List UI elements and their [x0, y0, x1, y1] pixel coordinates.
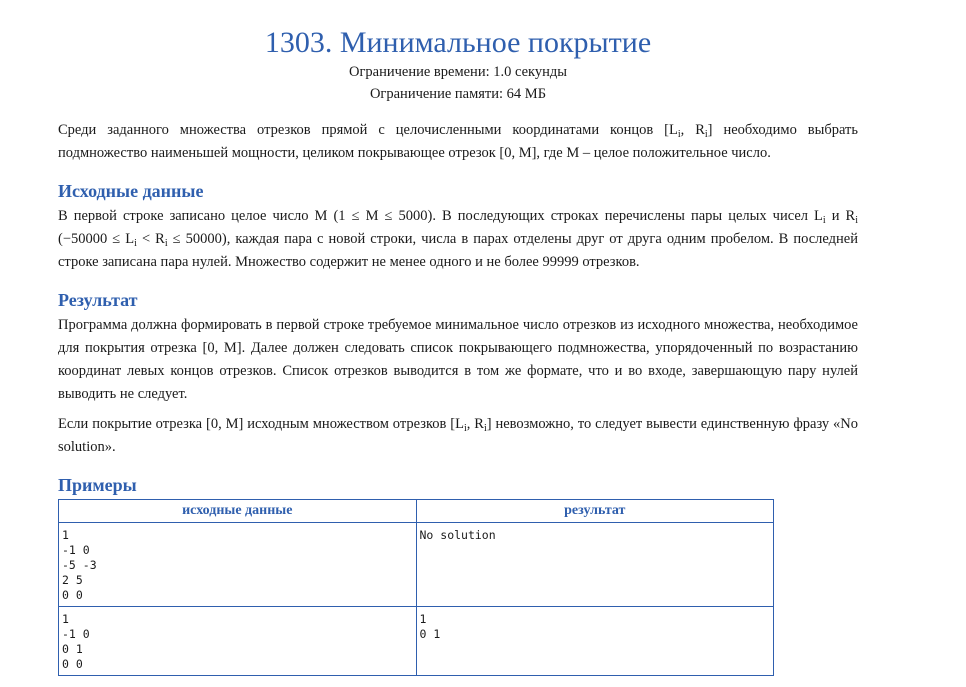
example-input-cell	[59, 523, 417, 607]
example-input-cell	[59, 607, 417, 676]
input-heading: Исходные данные	[58, 181, 204, 201]
example-output-cell	[416, 607, 774, 676]
example-output[interactable]: 1 0 1	[419, 612, 441, 641]
example-input[interactable]: 1 -1 0 0 1 0 0	[62, 612, 90, 671]
time-limit: Ограничение времени: 1.0 секунды	[348, 64, 568, 80]
example-output[interactable]: No solution	[419, 528, 496, 542]
statement-paragraph: Среди заданного множества отрезков прямой с целочисленными координатами концов [$L_i$, $R_i$] необходимо выбрать подмножество наименьшей мощности, целиком покрывающее отрезок [0, M], где M – целое положительное число.	[58, 122, 858, 161]
table-row	[59, 607, 774, 676]
memory-limit: Ограничение памяти: 64 МБ	[369, 86, 547, 102]
examples-heading: Примеры	[58, 475, 137, 495]
example-input[interactable]: 1 -1 0 -5 -3 2 5 0 0	[62, 528, 97, 602]
problem-title: 1303. Минимальное покрытие	[264, 26, 652, 59]
table-header-row	[59, 500, 774, 523]
column-header-output: результат	[416, 500, 774, 523]
input-description	[58, 205, 858, 274]
input-paragraph: В первой строке записано целое число M (1 ≤ M ≤ 5000). В последующих строках перечислены пары целых чисел $L_i$ и $R_i$ $(-50000 \le L_i < R_i \le 50000)$, каждая пара с новой строки, числа в парах отделены друг от друга одним пробелом. В последней строке записана пара нулей. Множество содержит не менее одного и не более 99999 отрезков.	[58, 208, 858, 270]
output-no-solution-note	[58, 413, 858, 459]
output-paragraph-1: Программа должна формировать в первой строке требуемое минимальное число отрезков из исходного множества, необходимое для покрытия отрезка [0, M]. Далее должен следовать список покрывающего подмножества, упорядоченный по возрастанию координат левых концов отрезков. Список отрезков выводится в том же формате, что и во входе, завершающую пару нулей выводить не следует.	[58, 317, 858, 402]
problem-statement	[58, 119, 858, 165]
column-header-input: исходные данные	[59, 500, 417, 523]
example-output-cell	[416, 523, 774, 607]
examples-table	[58, 499, 774, 676]
output-paragraph-2: Если покрытие отрезка [0, M] исходным множеством отрезков [$L_i$, $R_i$] невозможно, то следует вывести единственную фразу «No solution».	[58, 416, 858, 455]
output-heading: Результат	[58, 290, 138, 310]
table-row	[59, 523, 774, 607]
output-description	[58, 314, 858, 406]
